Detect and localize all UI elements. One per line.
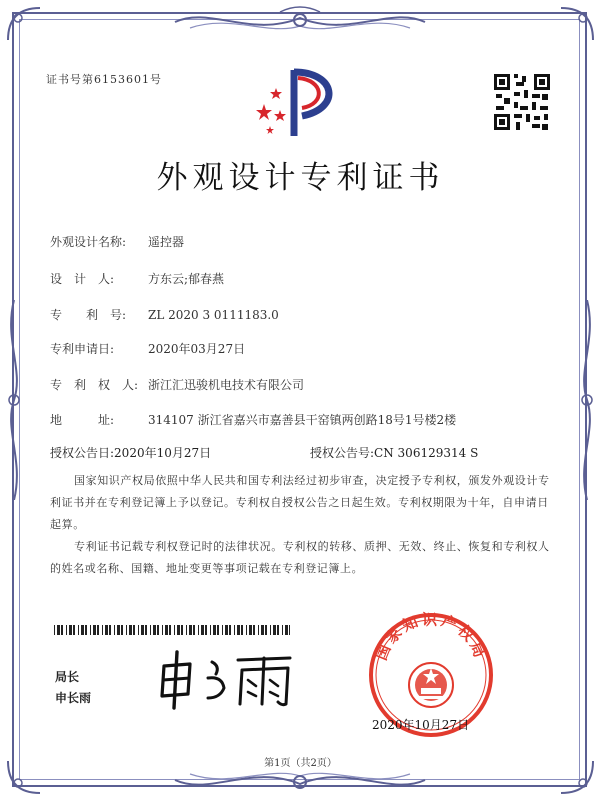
page-number: 第1页（共2页） (264, 758, 337, 769)
field-value: 方东云;郁春燕 (148, 272, 225, 286)
field-label: 专 利 号: (50, 308, 127, 322)
field-label: 地 址: (50, 413, 115, 427)
announcement-number (310, 444, 478, 461)
left-ornament-icon (2, 300, 26, 500)
corner-ornament-icon (557, 4, 597, 44)
announcement-date-value: 2020年10月27日 (114, 446, 212, 460)
corner-ornament-icon (4, 4, 44, 44)
field-value: ZL 2020 3 0111183.0 (148, 308, 279, 322)
field-label: 设 计 人: (50, 272, 115, 286)
field-application-date (50, 340, 245, 357)
signature-image (150, 648, 300, 710)
qr-code-icon (492, 72, 552, 132)
bottom-ornament-icon (170, 764, 430, 798)
right-ornament-icon (575, 300, 599, 500)
field-design-name (50, 233, 184, 250)
field-value: 2020年03月27日 (148, 342, 246, 356)
certificate-number: 证书号第6153601号 (46, 73, 162, 86)
field-address (50, 411, 456, 428)
signer-name: 申长雨 (55, 691, 92, 705)
announcement-date-label: 授权公告日: (50, 446, 115, 460)
barcode-icon (54, 625, 290, 635)
legal-status-statement: 专利证书记载专利权登记时的法律状况。专利权的转移、质押、无效、终止、恢复和专利权人的姓名或名称、国籍、地址变更等事项记载在专利登记簿上。 (50, 540, 550, 575)
field-patentee (50, 376, 304, 393)
announcement-number-label: 授权公告号: (310, 446, 375, 460)
field-patent-number (50, 306, 279, 323)
announcement-date (50, 444, 211, 461)
page-title: 外观设计专利证书 (156, 160, 445, 196)
field-label: 专利申请日: (50, 342, 115, 356)
seal-date: 2020年10月27日 (372, 718, 470, 732)
signer-title: 局长 (55, 670, 80, 684)
announcement-number-value: CN 306129314 S (374, 446, 479, 460)
field-label: 外观设计名称: (50, 235, 127, 249)
svg-text:国家知识产权局 (372, 610, 490, 662)
patent-office-logo-icon (254, 64, 346, 142)
grant-statement: 国家知识产权局依照中华人民共和国专利法经过初步审查，决定授予专利权，颁发外观设计专利证书并在专利登记簿上予以登记。专利权自授权公告之日起生效。专利权期限为十年，自申请日起算。 (50, 474, 550, 531)
field-label: 专 利 权 人: (50, 378, 139, 392)
field-value: 314107 浙江省嘉兴市嘉善县干窑镇两创路18号1号楼2楼 (148, 413, 457, 427)
seal-text: 国家知识产权局 (372, 610, 490, 663)
top-ornament-icon (170, 4, 430, 40)
field-designer (50, 270, 224, 287)
field-value: 遥控器 (148, 235, 185, 249)
field-value: 浙江汇迅骏机电技术有限公司 (148, 378, 305, 392)
